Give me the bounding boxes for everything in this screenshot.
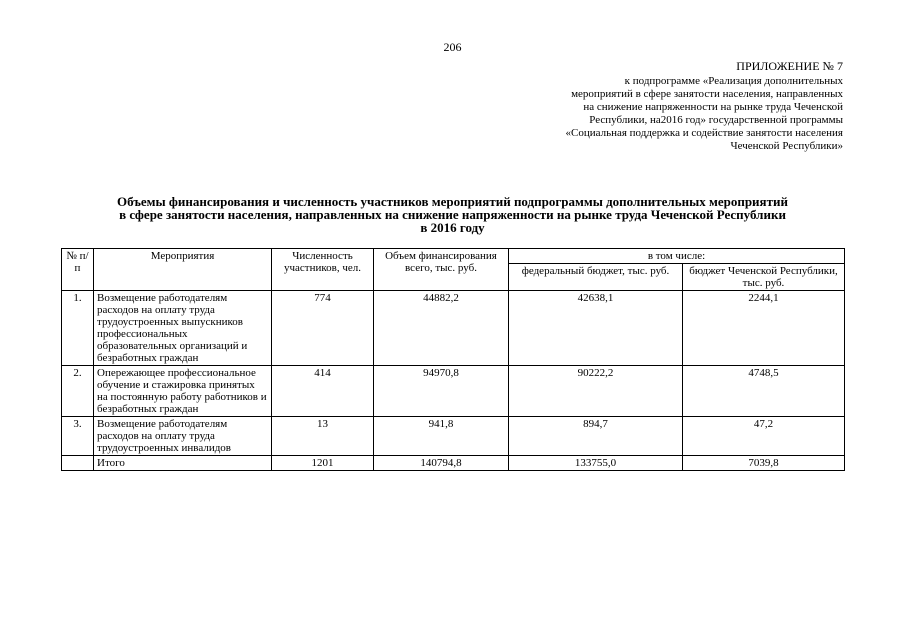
- row-total: 94970,8: [374, 366, 509, 417]
- row-participants: 13: [272, 417, 374, 456]
- row-regional: 47,2: [683, 417, 845, 456]
- row-total: 44882,2: [374, 291, 509, 366]
- row-participants: 774: [272, 291, 374, 366]
- total-row: [62, 456, 845, 471]
- appendix-line: к подпрограмме «Реализация дополнительных: [624, 75, 843, 87]
- header-activity: Мероприятия: [94, 249, 272, 291]
- appendix-block: [565, 60, 843, 153]
- total-label: Итого: [94, 456, 272, 471]
- row-num: 2.: [62, 366, 94, 417]
- page-number: 206: [443, 40, 462, 54]
- title-line: Объемы финансирования и численность участников мероприятий подпрограммы дополнительных мероприятий: [117, 194, 788, 209]
- appendix-line: «Социальная поддержка и содействие занятости населения: [565, 127, 843, 139]
- row-total: 941,8: [374, 417, 509, 456]
- row-federal: 42638,1: [509, 291, 683, 366]
- row-activity: Опережающее профессиональное обучение и стажировка принятых на постоянную работу работников и безработных граждан: [94, 366, 272, 417]
- total-total: 140794,8: [374, 456, 509, 471]
- header-row: [62, 249, 845, 264]
- financing-table: [61, 248, 845, 471]
- title-line: в 2016 году: [420, 220, 485, 235]
- header-including: в том числе:: [509, 249, 845, 264]
- total-participants: 1201: [272, 456, 374, 471]
- row-num: 3.: [62, 417, 94, 456]
- title-line: в сфере занятости населения, направленных на снижение напряженности на рынке труда Чеченской Республики: [119, 207, 786, 222]
- total-regional: 7039,8: [683, 456, 845, 471]
- header-participants: Численность участников, чел.: [272, 249, 374, 291]
- row-regional: 2244,1: [683, 291, 845, 366]
- appendix-line: на снижение напряженности на рынке труда Чеченской: [583, 101, 843, 113]
- table-row: [62, 291, 845, 366]
- row-participants: 414: [272, 366, 374, 417]
- row-regional: 4748,5: [683, 366, 845, 417]
- header-num: № п/п: [62, 249, 94, 291]
- header-regional: бюджет Чеченской Республики, тыс. руб.: [683, 264, 845, 291]
- appendix-line: мероприятий в сфере занятости населения, направленных: [571, 88, 843, 100]
- total-num-empty: [62, 456, 94, 471]
- row-federal: 894,7: [509, 417, 683, 456]
- row-activity: Возмещение работодателям расходов на оплату труда трудоустроенных выпускников профессиональных образовательных организаций и безработных граждан: [94, 291, 272, 366]
- row-num: 1.: [62, 291, 94, 366]
- header-federal: федеральный бюджет, тыс. руб.: [509, 264, 683, 291]
- row-federal: 90222,2: [509, 366, 683, 417]
- table-row: [62, 417, 845, 456]
- header-total: Объем финансирования всего, тыс. руб.: [374, 249, 509, 291]
- row-activity: Возмещение работодателям расходов на оплату труда трудоустроенных инвалидов: [94, 417, 272, 456]
- appendix-line: Республики, на2016 год» государственной программы: [589, 114, 843, 126]
- appendix-line: Чеченской Республики»: [730, 140, 843, 152]
- table-row: [62, 366, 845, 417]
- appendix-title: ПРИЛОЖЕНИЕ № 7: [736, 59, 843, 73]
- document-title: [55, 195, 850, 234]
- total-federal: 133755,0: [509, 456, 683, 471]
